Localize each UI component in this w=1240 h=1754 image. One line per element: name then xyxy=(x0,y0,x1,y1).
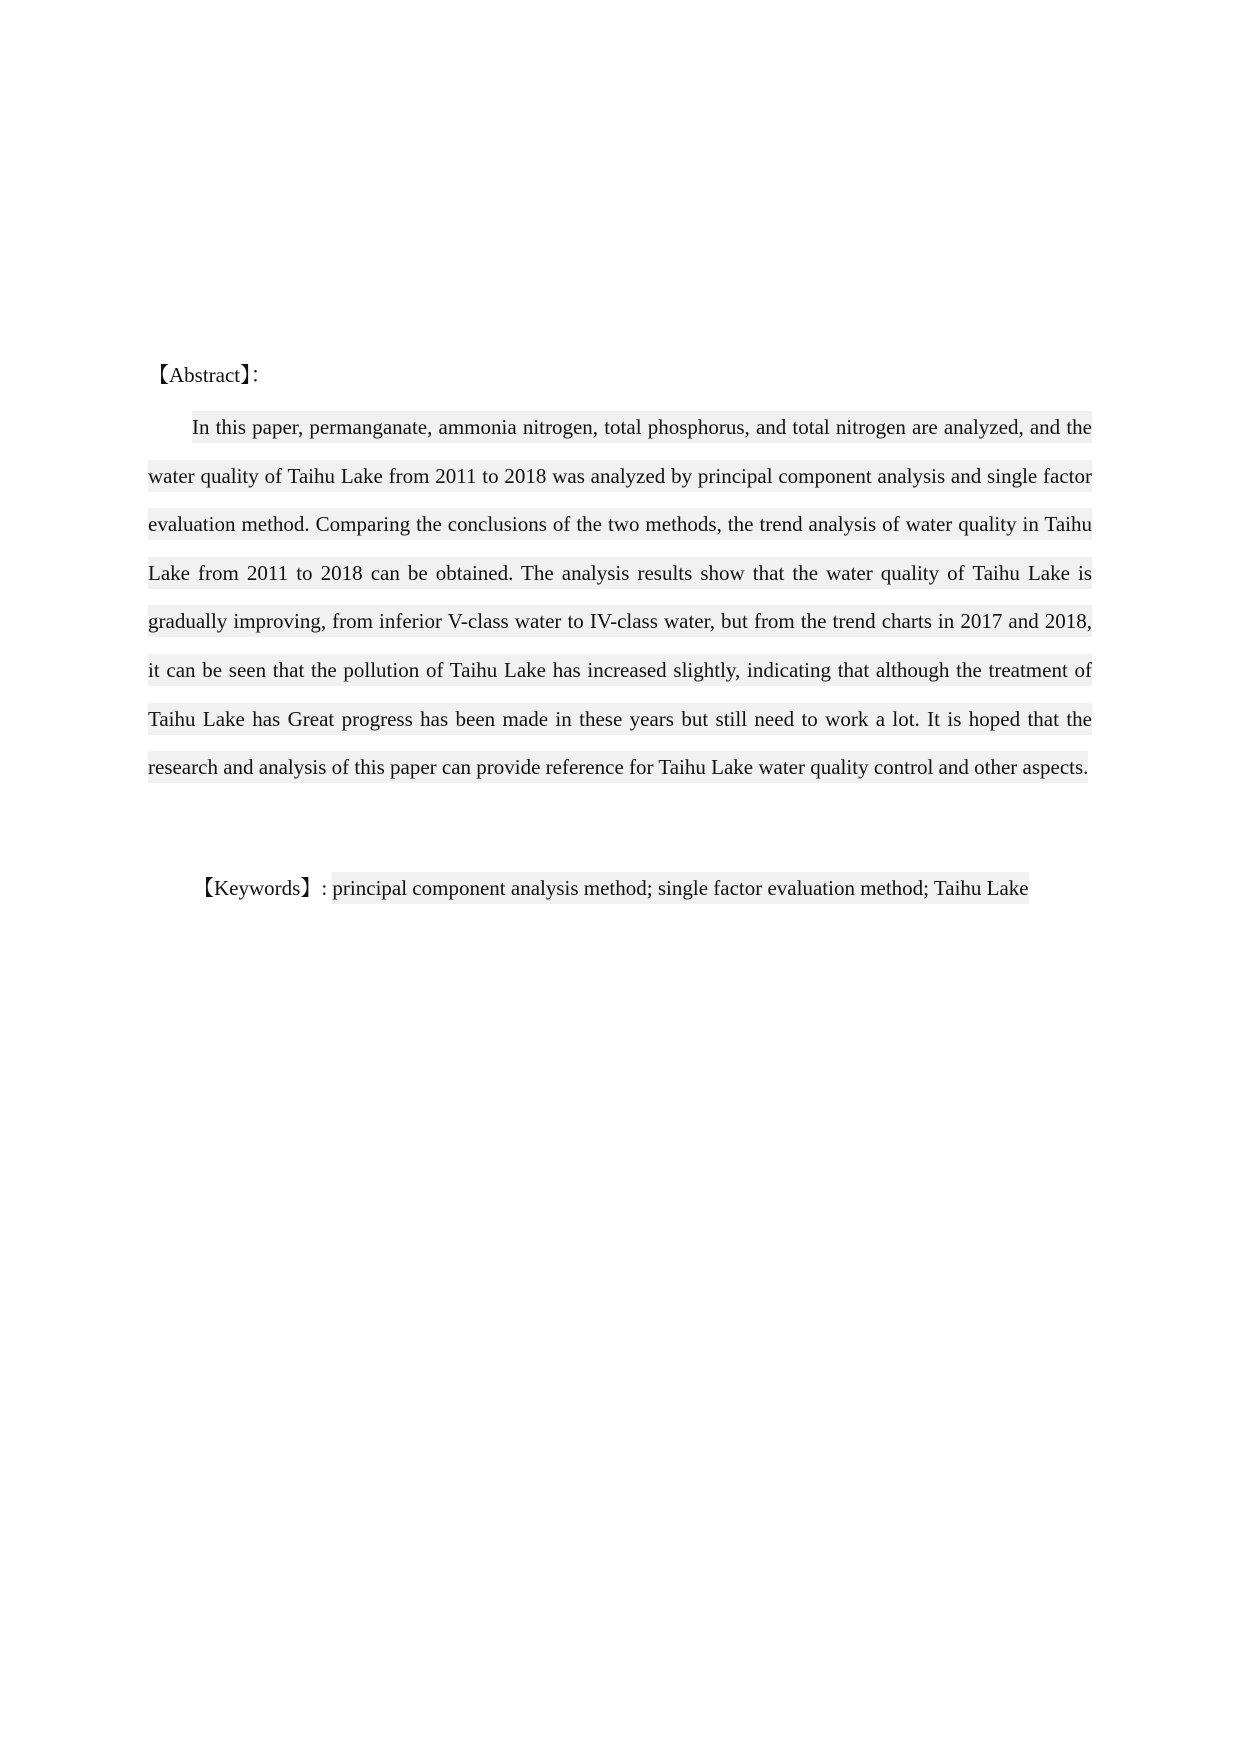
abstract-body-text: In this paper, permanganate, ammonia nitrogen, total phosphorus, and total nitrogen are analyzed, and the water quality of Taihu Lake from 2011 to 2018 was analyzed by principal component analysis and single factor evaluation method. Comparing the conclusions of the two methods, the trend analysis of water quality in Taihu Lake from 2011 to 2018 can be obtained. The analysis results show that the water quality of Taihu Lake is gradually improving, from inferior V-class water to IV-class water, but from the trend charts in 2017 and 2018, it can be seen that the pollution of Taihu Lake has increased slightly, indicating that although the treatment of Taihu Lake has Great progress has been made in these years but still need to work a lot. It is hoped that the research and analysis of this paper can provide reference for Taihu Lake water quality control and other aspects. xyxy=(148,411,1092,783)
keywords-line xyxy=(193,873,1029,903)
keywords-separator: : xyxy=(321,876,333,900)
keywords-label: 【Keywords】 xyxy=(193,876,322,900)
keywords-text: principal component analysis method; single factor evaluation method; Taihu Lake xyxy=(332,872,1028,904)
abstract-heading: 【Abstract】： xyxy=(148,363,272,387)
abstract-body xyxy=(148,403,1092,792)
